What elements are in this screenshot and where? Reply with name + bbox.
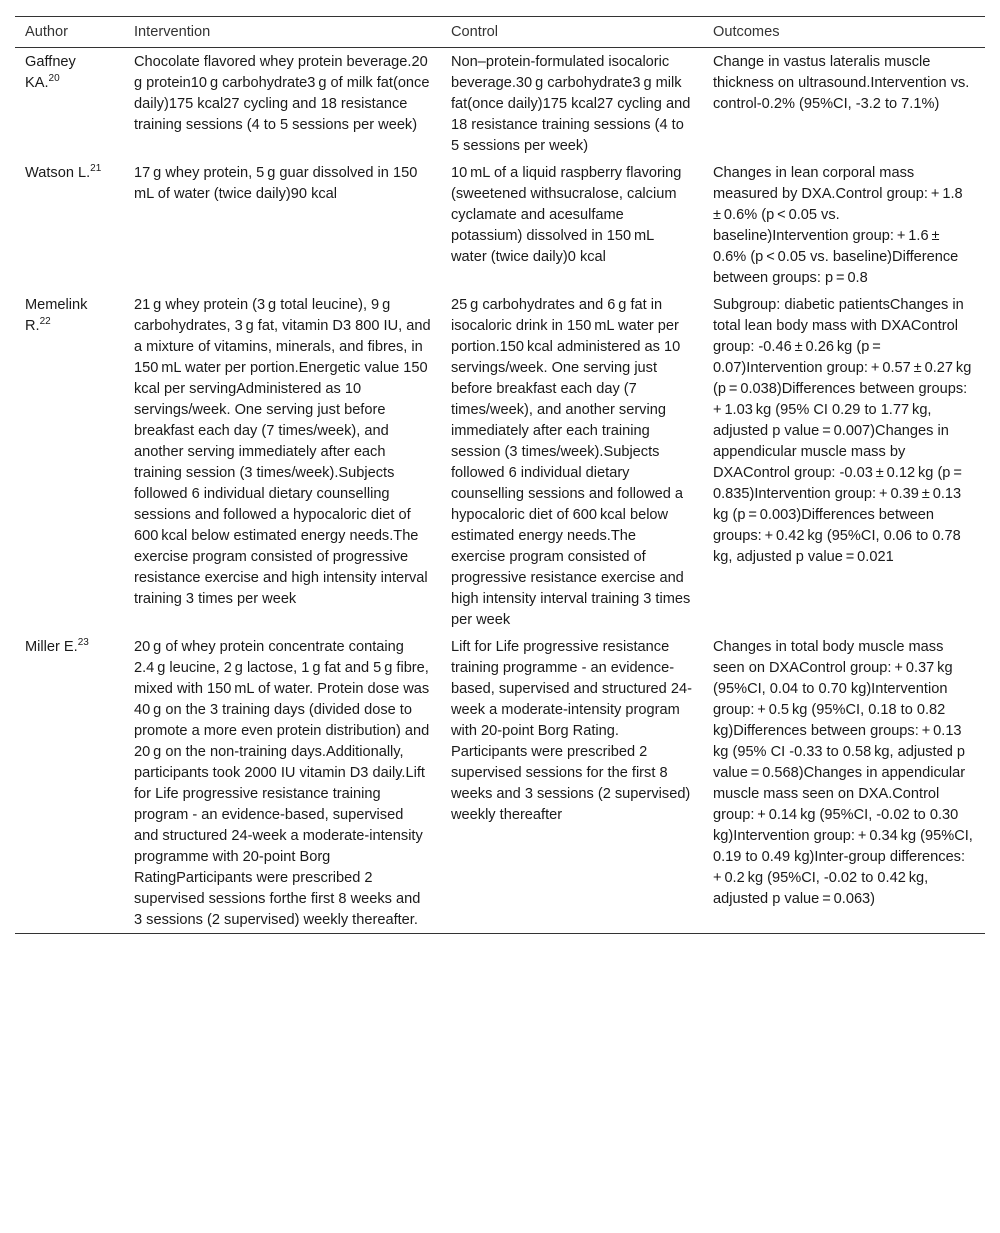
table-row	[15, 48, 985, 161]
outcomes-cell: Changes in lean corporal mass measured by DXA.Control group: + 1.8 ± 0.6% (p < 0.05 vs. baseline)Intervention group: + 1.6 ± 0.6% (p < 0.05 vs. baseline)Difference between groups: p = 0.8	[713, 165, 966, 286]
header-row	[15, 17, 985, 48]
author-cell	[15, 48, 124, 161]
control-cell: Lift for Life progressive resistance training programme - an evidence-based, supervised and structured 24-week a moderate-intensity program with 20-point Borg Rating. Participants were prescribed 2 supervised sessions for the first 8 weeks and 3 sessions (2 supervised) weekly thereafter	[441, 634, 703, 934]
intervention-cell: 17 g whey protein, 5 g guar dissolved in 150 mL of water (twice daily)90 kcal	[134, 165, 421, 202]
header-intervention: Intervention	[124, 17, 441, 48]
reference-number[interactable]: 23	[77, 637, 89, 649]
table-header	[15, 17, 985, 48]
reference-number[interactable]: 22	[39, 316, 51, 328]
author-name: Miller E.	[25, 639, 78, 655]
header-outcomes: Outcomes	[703, 17, 985, 48]
header-control: Control	[441, 17, 703, 48]
author-cell	[15, 634, 124, 934]
outcomes-cell: Change in vastus lateralis muscle thickness on ultrasound.Intervention vs. control-0.2% (95%CI, -3.2 to 7.1%)	[713, 54, 970, 112]
outcomes-cell: Subgroup: diabetic patientsChanges in total lean body mass with DXAControl group: -0.46 ± 0.26 kg (p = 0.07)Intervention group: + 0.57 ± 0.27 kg (p = 0.038)Differences between groups: + 1.03 kg (95% CI 0.29 to 1.77 kg, adjusted p value = 0.007)Changes in appendicular muscle mass by DXAControl group: -0.03 ± 0.12 kg (p = 0.835)Intervention group: + 0.39 ± 0.13 kg (p = 0.003)Differences between groups: + 0.42 kg (95%CI, 0.06 to 0.78 kg, adjusted p value = 0.021	[713, 297, 972, 565]
table-body	[15, 48, 985, 934]
header-author: Author	[15, 17, 124, 48]
table-row	[15, 634, 985, 934]
table-row	[15, 292, 985, 634]
author-name: Gaffney KA.	[25, 54, 76, 91]
author-name: Memelink R.	[25, 297, 88, 334]
author-cell	[15, 160, 124, 292]
study-table	[15, 16, 985, 934]
author-cell	[15, 292, 124, 634]
control-cell: 10 mL of a liquid raspberry flavoring (sweetened withsucralose, calcium cyclamate and acesulfame potassium) dissolved in 150 mL water (twice daily)0 kcal	[451, 165, 682, 265]
intervention-cell: Chocolate flavored whey protein beverage.20 g protein10 g carbohydrate3 g of milk fat(once daily)175 kcal27 cycling and 18 resistance training sessions (4 to 5 sessions per week)	[134, 54, 431, 133]
intervention-cell: 20 g of whey protein concentrate containg 2.4 g leucine, 2 g lactose, 1 g fat and 5 g fibre, mixed with 150 mL of water. Protein dose was 40 g on the 3 training days (divided dose to promote a more even protein distribution) and 20 g on the non-training days.Additionally, participants took 2000 IU vitamin D3 daily.Lift for Life progressive resistance training program - an evidence-based, supervised and structured 24-week a moderate-intensity programme with 20-point Borg RatingParticipants were prescribed 2 supervised sessions forthe first 8 weeks and 3 sessions (2 supervised) weekly thereafter.	[124, 634, 441, 934]
intervention-cell: 21 g whey protein (3 g total leucine), 9 g carbohydrates, 3 g fat, vitamin D3 800 IU, and a mixture of vitamins, minerals, and fibres, in 150 mL water per portion.Energetic value 150 kcal per servingAdministered as 10 servings/week. One serving just before breakfast each day (7 times/week), and another serving immediately after each training session (3 times/week).Subjects followed 6 individual dietary counselling sessions and followed a hypocaloric diet of 600 kcal below estimated energy needs.The exercise program consisted of progressive resistance exercise and high intensity interval training 3 times per week	[134, 297, 431, 607]
table-row	[15, 160, 985, 292]
study-table-container	[15, 16, 985, 934]
outcomes-cell: Changes in total body muscle mass seen on DXAControl group: + 0.37 kg (95%CI, 0.04 to 0.70 kg)Intervention group: + 0.5 kg (95%CI, 0.18 to 0.82 kg)Differences between groups: + 0.13 kg (95% CI -0.33 to 0.58 kg, adjusted p value = 0.568)Changes in appendicular muscle mass seen on DXA.Control group: + 0.14 kg (95%CI, -0.02 to 0.30 kg)Intervention group: + 0.34 kg (95%CI, 0.19 to 0.49 kg)Inter-group differences: + 0.2 kg (95%CI, -0.02 to 0.42 kg, adjusted p value = 0.063)	[703, 634, 985, 934]
reference-number[interactable]: 21	[90, 163, 102, 175]
control-cell: Non–protein-formulated isocaloric beverage.30 g carbohydrate3 g milk fat(once daily)175 kcal27 cycling and 18 resistance training sessions (4 to 5 sessions per week)	[451, 54, 691, 154]
reference-number[interactable]: 20	[48, 73, 60, 85]
control-cell: 25 g carbohydrates and 6 g fat in isocaloric drink in 150 mL water per portion.150 kcal administered as 10 servings/week. One serving just before breakfast each day (7 times/week), and another serving immediately after each training session (3 times/week).Subjects followed 6 individual dietary counselling sessions and followed a hypocaloric diet of 600 kcal below estimated energy needs.The exercise program consisted of progressive resistance exercise and high intensity interval training 3 times per week	[451, 297, 691, 628]
author-name: Watson L.	[25, 165, 91, 181]
